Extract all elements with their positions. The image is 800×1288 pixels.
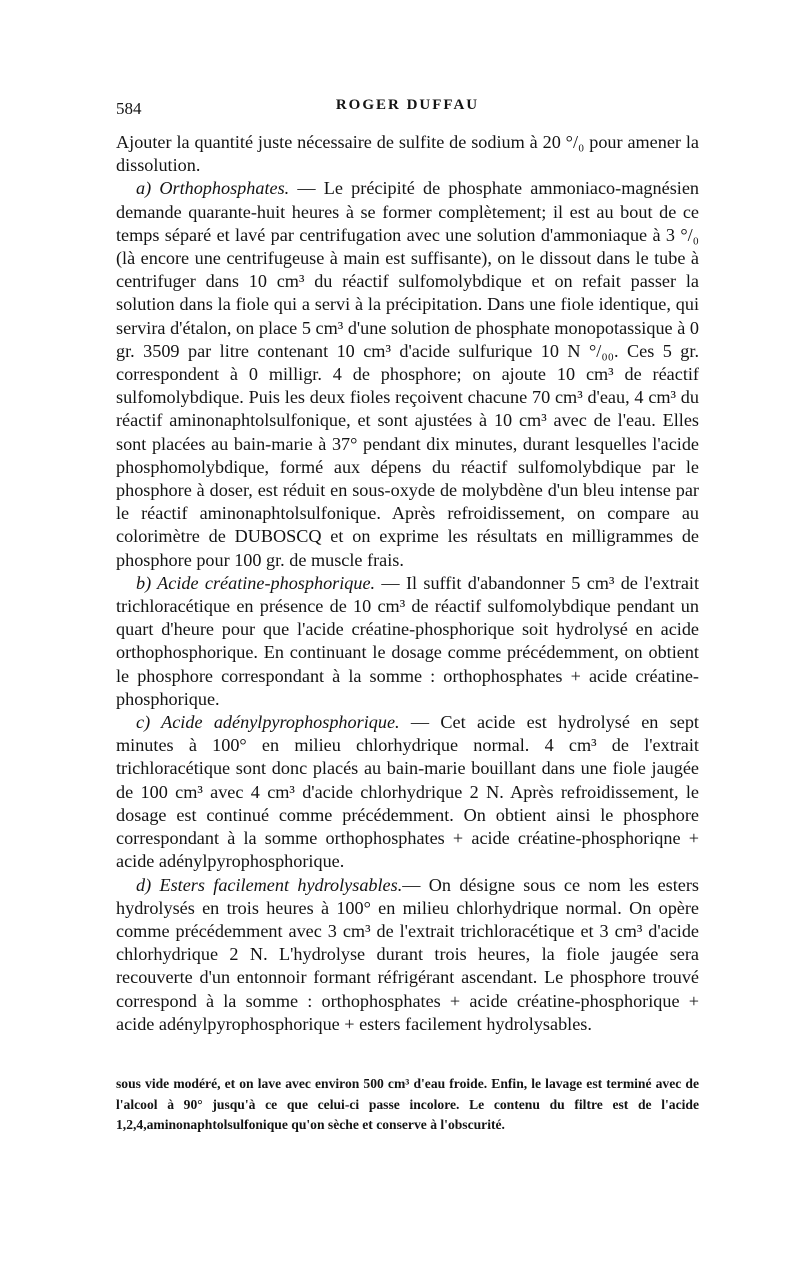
section-label: b) Acide créatine-phosphorique. [136,572,376,593]
paragraph-orthophosphates [116,177,699,571]
paragraph-text: — Cet acide est hydrolysé en sept minutes à 100° en milieu chlorhydrique normal. 4 cm³ de l'extrait trichloracétique sont donc placés au bain-marie bouillant dans une fiole jaugée de 100 cm³ avec 4 cm³ d'acide chlorhydrique 2 N. Après refroidissement, le dosage est continué comme précédemment. On obtient ainsi le phosphore correspondant à la somme orthophosphates + acide créatine-phosphoriqne + acide adénylpyrophosphorique. [116,712,699,872]
paragraph-intro [116,131,699,177]
page-header [116,97,699,123]
section-label: d) Esters facilement hydrolysables. [136,874,403,895]
paragraph-text: Ajouter la quantité juste nécessaire de sulfite de sodium à 20 °/₀ pour amener la dissolution. [116,132,699,176]
paragraph-text: — On désigne sous ce nom les esters hydrolysés en trois heures à 100° en milieu chlorhydrique normal. On opère comme précédemment avec 3 cm³ de l'extrait trichloracétique et 3 cm³ d'acide chlorhydrique 2 N. L'hydrolyse durant trois heures, la fiole jaugée sera recouverte d'un entonnoir formant réfrigérant ascendant. Le phosphore trouvé correspond à la somme : orthophosphates + acide créatine-phosphorique + acide adénylpyrophosphorique + esters facilement hydrolysables. [116,874,699,1034]
paragraph-text: — Le précipité de phosphate ammoniaco-magnésien demande quarante-huit heures à se former complètement; il est au bout de ce temps séparé et lavé par centrifugation avec une solution d'ammoniaque à 3 °/₀ (là encore une centrifugeuse à main est suffisante), on le dissout dans le tube à centrifuger dans 10 cm³ du réactif sulfomolybdique et on refait passer la solution dans la fiole qui a servi à la précipitation. Dans une fiole identique, qui servira d'étalon, on place 5 cm³ d'une solution de phosphate monopotassique à 0 gr. 3509 par litre contenant 10 cm³ d'acide sulfurique 10 N °/₀₀. Ces 5 gr. correspondent à 0 milligr. 4 de phosphore; on ajoute 10 cm³ de réactif sulfomolybdique. Puis les deux fioles reçoivent chacune 70 cm³ d'eau, 4 cm³ du réactif aminonaphtolsulfonique, et sont ajustées à 10 cm³ avec de l'eau. Elles sont placées au bain-marie à 37° pendant dix minutes, durant lesquelles l'acide phosphomolybdique, formé aux dépens du réactif sulfomolybdique par le phosphore à doser, est réduit en sous-oxyde de molybdène d'un bleu intense par le réactif aminonaphtolsulfonique. Après refroidissement, on compare au colorimètre de DUBOSCQ et on exprime les résultats en milligrammes de phosphore pour 100 gr. de muscle frais. [116,178,699,570]
paragraph-creatine-phosphorique [116,572,699,711]
paragraph-adenylpyrophosphorique [116,711,699,873]
section-label: a) Orthophosphates. [136,178,290,199]
body-text [116,131,699,1036]
paragraph-text: — Il suffit d'abandonner 5 cm³ de l'extrait trichloracétique en présence de 10 cm³ de réactif sulfomolybdique pendant un quart d'heure pour que l'acide créatine-phosphorique soit hydrolysé en acide orthophosphorique. En continuant le dosage comme précédemment, on obtient le phosphore correspondant à la somme : orthophosphates + acide créatine-phosphorique. [116,572,699,709]
page-number: 584 [116,99,142,118]
section-label: c) Acide adénylpyrophosphorique. [136,712,400,733]
paragraph-esters [116,874,699,1036]
running-title: ROGER DUFFAU [335,97,480,113]
footnote: sous vide modéré, et on lave avec environ 500 cm³ d'eau froide. Enfin, le lavage est terminé avec de l'alcool à 90° jusqu'à ce que celui-ci passe incolore. Le contenu du filtre est de l'acide 1,2,4,aminonaphtolsulfonique qu'on sèche et conserve à l'obscurité. [116,1076,699,1132]
